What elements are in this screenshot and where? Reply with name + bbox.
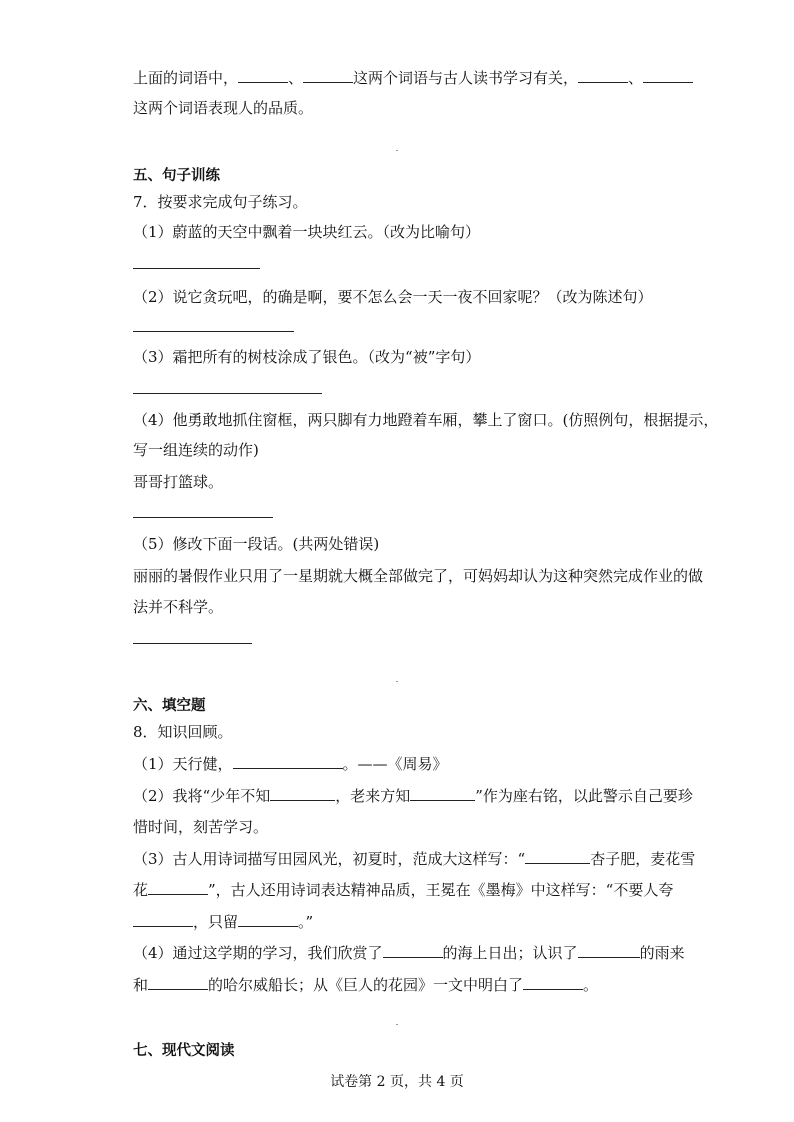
- answer-line[interactable]: [133, 268, 260, 269]
- text: （3）古人用诗词描写田园风光，初夏时，范成大这样写：“: [133, 850, 526, 868]
- text: （2）我将“少年不知: [133, 787, 271, 805]
- paragraph-line: 这两个词语表现人的品质。: [133, 99, 314, 117]
- text: 。: [583, 976, 599, 994]
- section-title: 七、现代文阅读: [133, 1043, 235, 1059]
- paragraph-line: [133, 68, 693, 88]
- fill-line: [133, 849, 695, 869]
- fill-line: [133, 943, 685, 963]
- text: 的雨来: [639, 944, 685, 962]
- answer-blank[interactable]: [578, 68, 628, 83]
- text: 花: [133, 881, 149, 899]
- text: 、: [288, 69, 304, 87]
- answer-blank[interactable]: [238, 912, 298, 927]
- text: ”作为座右铭，以此警示自己要珍: [475, 787, 693, 805]
- divider-dot: [396, 681, 398, 682]
- answer-line[interactable]: [133, 517, 273, 518]
- fill-line: [133, 786, 693, 806]
- question-item: （1）蔚蓝的天空中飘着一块块红云。（改为比喻句）: [133, 223, 481, 241]
- answer-line[interactable]: [133, 643, 252, 644]
- text: 杏子肥，麦花雪: [590, 850, 696, 868]
- answer-blank[interactable]: [270, 786, 335, 801]
- answer-line[interactable]: [133, 331, 294, 332]
- fill-line: 惜时间，刻苦学习。: [133, 818, 269, 836]
- text: 的海上日出；认识了: [442, 944, 578, 962]
- answer-blank[interactable]: [643, 68, 693, 83]
- fill-line: [133, 880, 673, 900]
- example-text: 哥哥打篮球。: [133, 473, 224, 491]
- text: （4）通过这学期的学习，我们欣赏了: [133, 944, 383, 962]
- text: 上面的词语中，: [133, 69, 239, 87]
- divider-dot: [396, 150, 398, 151]
- answer-blank[interactable]: [578, 943, 640, 958]
- text: 。”: [298, 913, 314, 931]
- question-title: 8．知识回顾。: [133, 723, 233, 741]
- text: ，老来方知: [335, 787, 411, 805]
- section-title: 六、填空题: [133, 698, 206, 714]
- answer-blank[interactable]: [133, 912, 193, 927]
- paragraph-text: 丽丽的暑假作业只用了一星期就大概全部做完了，可妈妈却认为这种突然完成作业的做: [133, 567, 704, 585]
- answer-blank[interactable]: [148, 880, 208, 895]
- answer-blank[interactable]: [523, 975, 583, 990]
- question-item: （4）他勇敢地抓住窗框，两只脚有力地蹬着车厢，攀上了窗口。(仿照例句，根据提示，: [133, 411, 719, 429]
- fill-line: [133, 912, 313, 932]
- question-item: （2）说它贪玩吧，的确是啊，要不怎么会一天一夜不回家呢？（改为陈述句）: [133, 288, 653, 306]
- text: 、: [628, 69, 644, 87]
- paragraph-text: 法并不科学。: [133, 598, 224, 616]
- page-footer: 试卷第 2 页，共 4 页: [330, 1074, 464, 1090]
- text: 的哈尔威船长；从《巨人的花园》一文中明白了: [208, 976, 524, 994]
- text: ”，古人还用诗词表达精神品质，王冕在《墨梅》中这样写：“不要人夸: [208, 881, 674, 899]
- text: （1）天行健，: [133, 755, 233, 773]
- question-title: 7．按要求完成句子练习。: [133, 193, 308, 211]
- fill-line: [133, 975, 598, 995]
- text: 。——《周易》: [342, 755, 448, 773]
- text: 这两个词语与古人读书学习有关，: [353, 69, 579, 87]
- answer-blank[interactable]: [238, 68, 288, 83]
- answer-blank[interactable]: [303, 68, 353, 83]
- text: 和: [133, 976, 149, 994]
- answer-blank[interactable]: [233, 754, 343, 769]
- section-title: 五、句子训练: [133, 168, 220, 184]
- question-item: 写一组连续的动作): [133, 441, 259, 459]
- fill-line: [133, 754, 448, 774]
- text: ，只留: [193, 913, 239, 931]
- question-item: （3）霜把所有的树枝涂成了银色。（改为“被”字句）: [133, 348, 481, 366]
- answer-blank[interactable]: [383, 943, 443, 958]
- answer-line[interactable]: [133, 393, 322, 394]
- answer-blank[interactable]: [148, 975, 208, 990]
- answer-blank[interactable]: [410, 786, 475, 801]
- question-item: （5）修改下面一段话。(共两处错误): [133, 535, 380, 553]
- divider-dot: [396, 1024, 398, 1025]
- answer-blank[interactable]: [525, 849, 590, 864]
